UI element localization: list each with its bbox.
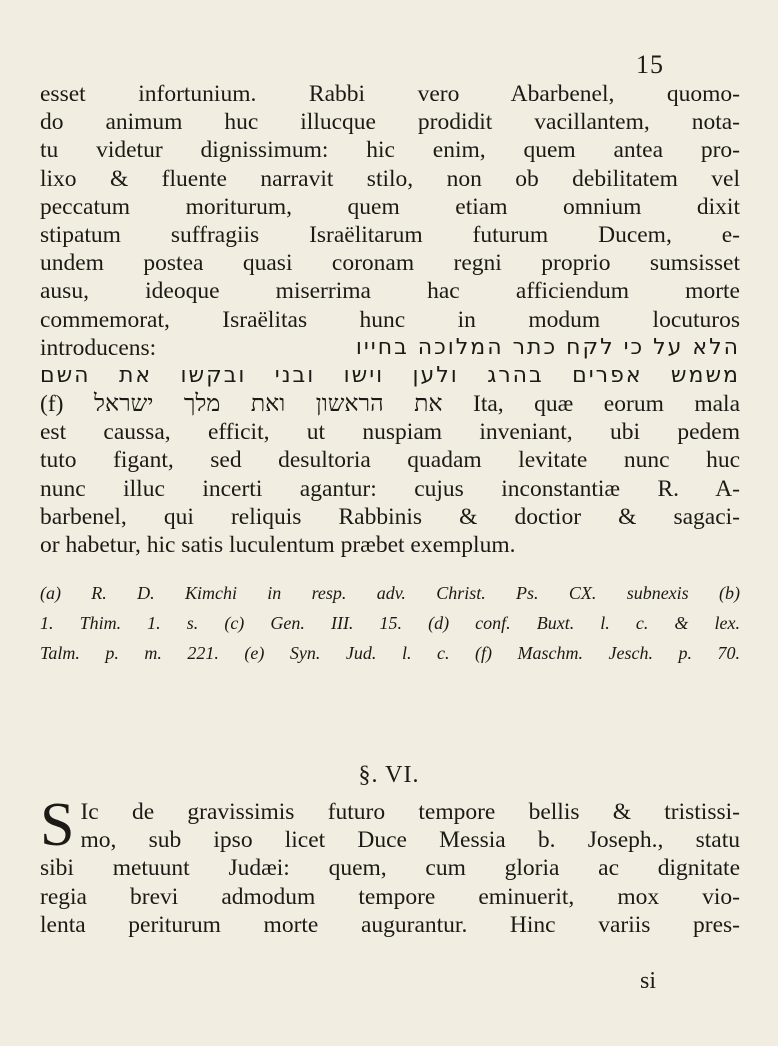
text-line: est caussa, efficit, ut nuspiam inveniant, ubi pedem <box>40 419 740 446</box>
page-number: 15 <box>636 50 664 79</box>
text-line: undem postea quasi coronam regni proprio sumsisset <box>40 250 740 277</box>
main-paragraph <box>40 80 740 559</box>
text-line: Ic de gravissimis futuro tempore bellis & tristissi- <box>80 799 740 825</box>
text-line: (f) את הראשון ואת מלך ישראל Ita, quæ eorum mala <box>40 391 740 418</box>
text-line-with-hebrew <box>40 334 740 362</box>
text-line: lenta periturum morte augurantur. Hinc variis pres- <box>40 911 740 938</box>
text-line: lixo & fluente narravit stilo, non ob debilitatem vel <box>40 165 740 192</box>
text-line: mo, sub ipso licet Duce Messia b. Joseph., statu <box>80 827 740 854</box>
section-heading: §. VI. <box>358 762 420 788</box>
drop-cap: S <box>40 791 75 859</box>
catchword: si <box>640 968 657 994</box>
text-line: do animum huc illucque prodidit vacillantem, nota- <box>40 109 740 136</box>
text-line: commemorat, Israëlitas hunc in modum locuturos <box>40 306 740 333</box>
text-line: sibi metuunt Judæi: quem, cum gloria ac dignitate <box>40 855 740 882</box>
text-line: nunc illuc incerti agantur: cujus inconstantiæ R. A- <box>40 475 740 502</box>
text-line: or habetur, hic satis luculentum præbet exemplum. <box>40 532 516 558</box>
footnotes <box>40 578 740 668</box>
text-line: stipatum suffragiis Israëlitarum futurum Ducem, e- <box>40 221 740 248</box>
footnote-line: 1. Thim. 1. s. (c) Gen. III. 15. (d) conf. Buxt. l. c. & lex. <box>40 613 740 633</box>
text-line: tu videtur dignissimum: hic enim, quem antea pro- <box>40 137 740 164</box>
footnote-line: (a) R. D. Kimchi in resp. adv. Christ. Ps. CX. subnexis (b) <box>40 583 740 603</box>
text-line: esset infortunium. Rabbi vero Abarbenel, quomo- <box>40 81 740 107</box>
text-line: ausu, ideoque miserrima hac afficiendum morte <box>40 278 740 305</box>
hebrew-line: משמש אפרים בהרג ולען וישו ובני ובקשו את השם <box>40 362 740 388</box>
text-line: tuto figant, sed desultoria quadam levitate nunc huc <box>40 447 740 474</box>
hebrew-quote: הלא על כי לקח כתר המלוכה בחייו <box>355 334 740 360</box>
text-line: regia brevi admodum tempore eminuerit, mox vio- <box>40 883 740 910</box>
text-line: peccatum moriturum, quem etiam omnium dixit <box>40 193 740 220</box>
introducens-text: introducens: <box>40 334 157 361</box>
footnote-line: Talm. p. m. 221. (e) Syn. Jud. l. c. (f) Maschm. Jesch. p. 70. <box>40 643 740 663</box>
text-line: barbenel, qui reliquis Rabbinis & doctior & sagaci- <box>40 503 740 530</box>
section-paragraph <box>40 791 740 939</box>
